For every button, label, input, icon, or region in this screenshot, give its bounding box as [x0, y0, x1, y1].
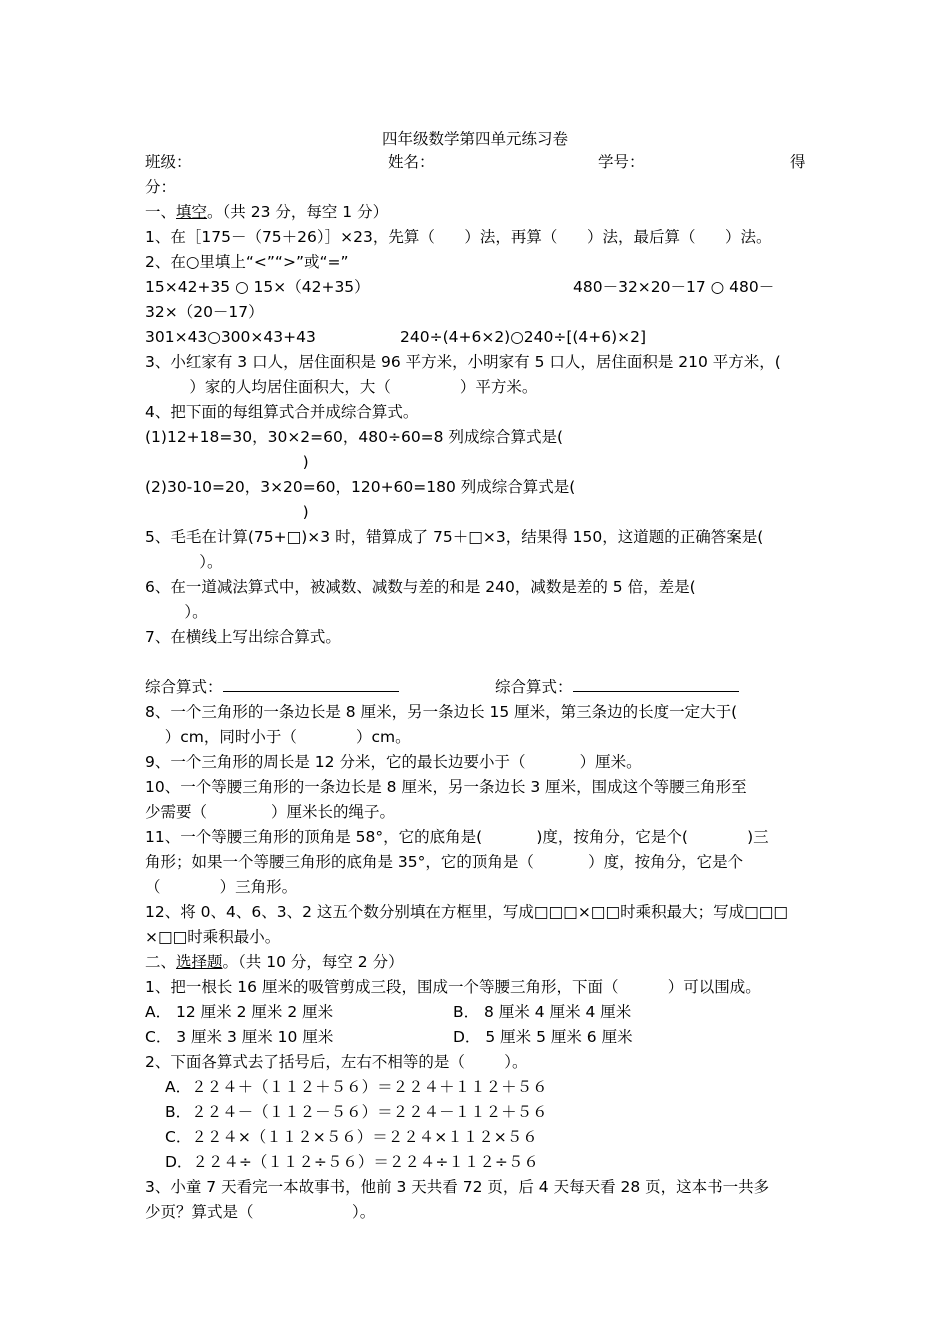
choice-question-1: 1、把一根长 16 厘米的吸管剪成三段，围成一个等腰三角形，下面（ ）可以围成。: [145, 978, 761, 996]
question-8-cont: ）cm，同时小于（ ）cm。: [145, 728, 411, 746]
section2-prefix: 二、: [145, 953, 177, 971]
question-10: 10、一个等腰三角形的一条边长是 8 厘米，另一条边长 3 厘米，围成这个等腰三角形至: [145, 778, 747, 796]
question-11: 11、一个等腰三角形的顶角是 58°，它的底角是( )度，按角分，它是个( )三: [145, 828, 769, 846]
answer-blank-1[interactable]: [223, 677, 399, 692]
choice-2-option-a: A．２２４＋（１１２＋５６）＝２２４＋１１２＋５６: [165, 1078, 548, 1096]
question-2-a: 15×42+35 ○ 15×（42+35）: [145, 278, 370, 296]
score-label: 得: [790, 153, 806, 171]
question-12-cont: ×□□时乘积最小。: [145, 928, 281, 946]
question-2: 2、在○里填上“<”“>”或“=”: [145, 253, 349, 271]
question-3: 3、小红家有 3 口人，居住面积是 96 平方米，小明家有 5 口人，居住面积是 210 平方米，(: [145, 353, 781, 371]
choice-1-option-d: D． 5 厘米 5 厘米 6 厘米: [453, 1028, 633, 1046]
question-2-d: 240÷(4+6×2)○240÷[(4+6)×2]: [400, 328, 647, 346]
question-5-cont: ）。: [145, 553, 223, 571]
question-7: 7、在横线上写出综合算式。: [145, 628, 341, 646]
question-4-2-blank: ): [145, 503, 309, 521]
choice-2-option-b: B．２２４－（１１２－５６）＝２２４－１１２＋５６: [165, 1103, 548, 1121]
page-title: 四年级数学第四单元练习卷: [381, 130, 568, 148]
choice-1-option-c: C． 3 厘米 3 厘米 10 厘米: [145, 1028, 334, 1046]
question-8: 8、一个三角形的一条边长是 8 厘米，另一条边长 15 厘米，第三条边的长度一定大于(: [145, 703, 738, 721]
name-label: 姓名：: [388, 153, 435, 171]
question-1: 1、在［175－（75＋26）］×23，先算（ ）法，再算（ ）法，最后算（ ）法。: [145, 228, 772, 246]
section2-suffix: 。（共 10 分，每空 2 分）: [222, 953, 404, 971]
section2-name: 选择题: [176, 953, 223, 971]
section1-heading: [145, 202, 388, 222]
question-11-cont2: （ ）三角形。: [145, 878, 298, 896]
section1-name: 填空: [176, 203, 208, 221]
question-4: 4、把下面的每组算式合并成综合算式。: [145, 403, 419, 421]
question-9: 9、一个三角形的周长是 12 分米，它的最长边要小于（ ）厘米。: [145, 753, 642, 771]
answer-blank-2[interactable]: [573, 677, 739, 692]
question-2-b-cont: 32×（20－17）: [145, 303, 264, 321]
question-6-cont: ）。: [145, 603, 208, 621]
question-4-2: (2)30-10=20，3×20=60，120+60=180 列成综合算式是(: [145, 478, 576, 496]
section1-suffix: 。（共 23 分，每空 1 分）: [207, 203, 389, 221]
choice-1-option-b: B． 8 厘米 4 厘米 4 厘米: [453, 1003, 632, 1021]
class-label: 班级：: [145, 153, 192, 171]
choice-question-3: 3、小童 7 天看完一本故事书，他前 3 天共看 72 页，后 4 天每天看 28 页，这本书一共多: [145, 1178, 770, 1196]
question-4-1: (1)12+18=30，30×2=60，480÷60=8 列成综合算式是(: [145, 428, 564, 446]
choice-1-option-a: A． 12 厘米 2 厘米 2 厘米: [145, 1003, 334, 1021]
question-2-b: 480－32×20－17 ○ 480－: [573, 278, 775, 296]
choice-2-option-c: C．２２４×（１１２×５６）＝２２４×１１２×５６: [165, 1128, 538, 1146]
answer-line-2: [495, 677, 739, 697]
question-11-cont: 角形；如果一个等腰三角形的底角是 35°，它的顶角是（ ）度，按角分，它是个: [145, 853, 744, 871]
section1-prefix: 一、: [145, 203, 177, 221]
question-2-c: 301×43○300×43+43: [145, 328, 316, 346]
question-12: 12、将 0、4、6、3、2 这五个数分别填在方框里，写成□□□×□□时乘积最大；写成□□□: [145, 903, 789, 921]
answer-label-2: 综合算式：: [495, 678, 573, 696]
question-5: 5、毛毛在计算(75+□)×3 时，错算成了 75＋□×3，结果得 150，这道题的正确答案是(: [145, 528, 764, 546]
choice-question-3-cont: 少页？算式是（ ）。: [145, 1203, 376, 1221]
answer-label-1: 综合算式：: [145, 678, 223, 696]
question-4-1-blank: ): [145, 453, 309, 471]
student-id-label: 学号：: [598, 153, 645, 171]
section2-heading: [145, 952, 404, 972]
choice-2-option-d: D．２２４÷（１１２÷５６）＝２２４÷１１２÷５６: [165, 1153, 539, 1171]
score-label-cont: 分：: [145, 178, 177, 196]
question-3-cont: ）家的人均居住面积大，大（ ）平方米。: [145, 378, 538, 396]
choice-question-2: 2、下面各算式去了括号后，左右不相等的是（ ）。: [145, 1053, 528, 1071]
answer-line-1: [145, 677, 399, 697]
question-10-cont: 少需要（ ）厘米长的绳子。: [145, 803, 396, 821]
question-6: 6、在一道减法算式中，被减数、减数与差的和是 240，减数是差的 5 倍，差是(: [145, 578, 696, 596]
